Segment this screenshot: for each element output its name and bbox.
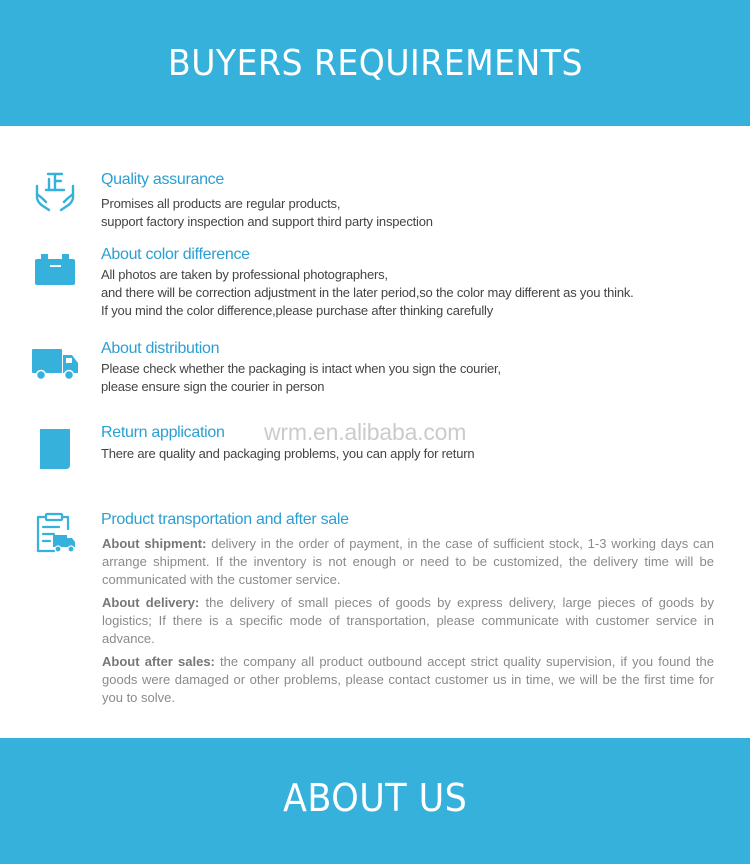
header-banner: [0, 0, 750, 126]
delivery-detail: [102, 594, 714, 648]
truck-icon: [30, 339, 80, 383]
detail-label: About delivery:: [102, 595, 200, 610]
page-title: BUYERS REQUIREMENTS: [167, 42, 583, 84]
text-line: please ensure sign the courier in person: [101, 379, 325, 394]
detail-text: the company all product outbound accept strict quality supervision, if you found the goods were damaged or other problems, please contact customer us in time, we will be the first time for you to solve.: [102, 654, 714, 705]
text-line: and there will be correction adjustment in the later period,so the color may different as you think.: [101, 285, 634, 300]
text-line: Promises all products are regular products,: [101, 196, 341, 211]
camera-icon: [32, 247, 78, 291]
section-title: About color difference: [101, 246, 250, 263]
section-title: Return application: [101, 424, 225, 441]
section-title: About distribution: [101, 340, 220, 357]
text-line: There are quality and packaging problems, you can apply for return: [101, 446, 475, 461]
about-us-title: ABOUT US: [282, 776, 468, 820]
document-icon: [32, 427, 78, 471]
text-line: support factory inspection and support third party inspection: [101, 214, 433, 229]
section-text: [101, 266, 721, 320]
clipboard-truck-icon: [32, 511, 78, 555]
section-text: [101, 360, 721, 396]
detail-label: About shipment:: [102, 536, 207, 551]
detail-text: the delivery of small pieces of goods by express delivery, large pieces of goods by logistics; If there is a specific mode of transportation, please communicate with customer service in advance.: [102, 595, 715, 646]
detail-text: delivery in the order of payment, in the case of sufficient stock, 1-3 working days can arrange shipment. If the inventory is not enough or need to be customized, the delivery time will be communicated with the customer service.: [102, 536, 714, 587]
about-us-banner: [0, 738, 750, 864]
section-text: [101, 445, 721, 463]
detail-label: About after sales:: [102, 654, 215, 669]
shipment-detail: [102, 535, 714, 589]
text-line: If you mind the color difference,please purchase after thinking carefully: [101, 303, 493, 318]
section-title: Quality assurance: [101, 171, 224, 188]
hands-quality-icon: [32, 168, 78, 212]
watermark: wrm.en.alibaba.com: [264, 419, 467, 445]
section-text: [101, 195, 721, 231]
text-line: All photos are taken by professional photographers,: [101, 267, 388, 282]
after-sales-detail: [102, 653, 714, 707]
section-title: Product transportation and after sale: [101, 511, 349, 528]
text-line: Please check whether the packaging is intact when you sign the courier,: [101, 361, 501, 376]
